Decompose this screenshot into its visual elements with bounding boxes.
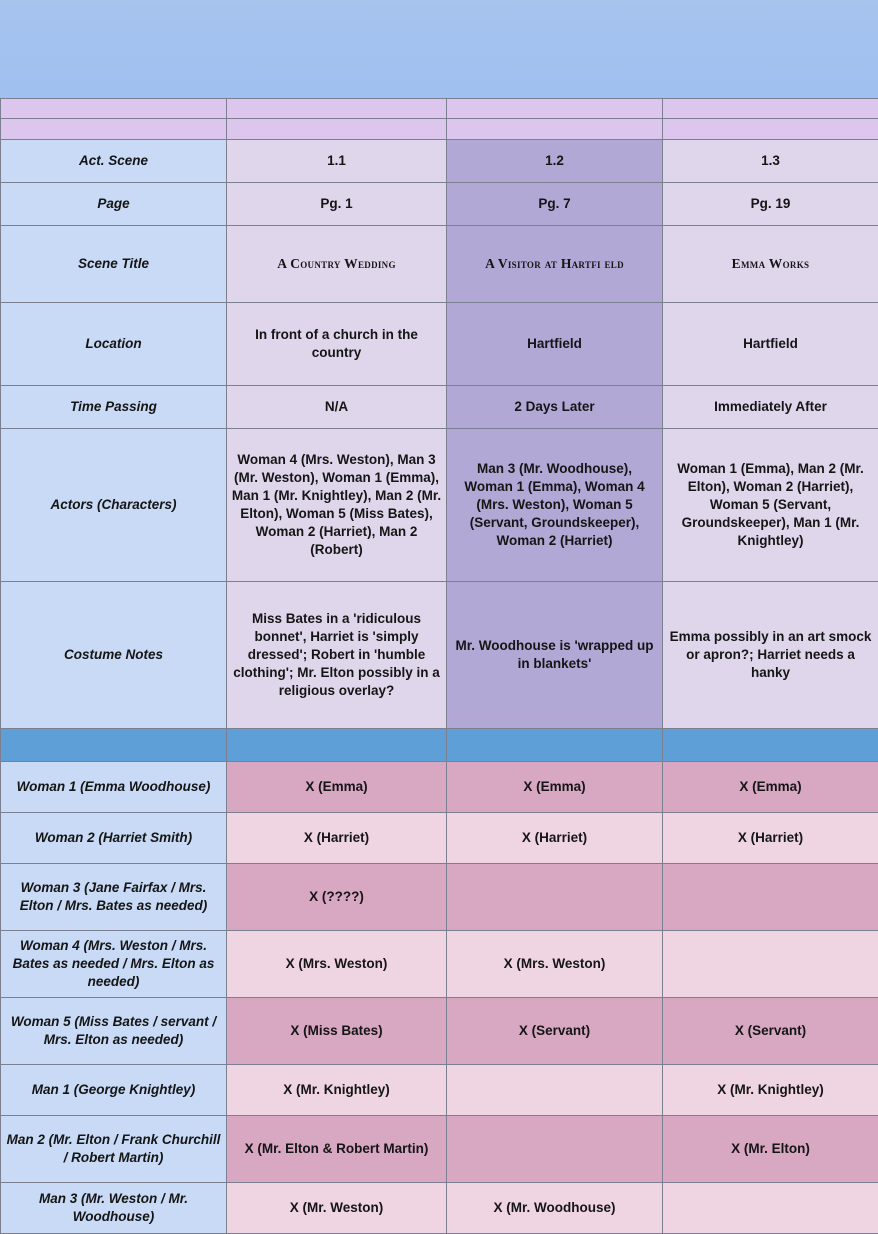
scene-act-number: 1.1 [227,140,447,183]
cast-cell: X (Harriet) [447,813,663,864]
scene-time: 2 Days Later [447,386,663,429]
cast-cell: X (Miss Bates) [227,998,447,1065]
cast-cell [663,931,878,998]
scene-title-row [1,226,878,303]
cast-row [1,1065,878,1116]
divider-cell [1,729,227,762]
blank-row [1,119,878,140]
actor-name: Woman 3 (Jane Fairfax / Mrs. Elton / Mrs. Bates as needed) [1,864,227,931]
cast-cell: X (Mr. Elton & Robert Martin) [227,1116,447,1183]
blank-cell [227,99,447,119]
cast-row [1,998,878,1065]
scene-page: Pg. 19 [663,183,878,226]
scene-costume: Mr. Woodhouse is 'wrapped up in blankets' [447,582,663,729]
cast-cell [447,1065,663,1116]
scene-title: A Visitor at Hartfi eld [447,226,663,303]
actor-name: Woman 2 (Harriet Smith) [1,813,227,864]
scene-location: Hartfield [447,303,663,386]
scene-title: Emma Works [663,226,878,303]
act-scene-label: Act. Scene [1,140,227,183]
actor-name: Man 3 (Mr. Weston / Mr. Woodhouse) [1,1183,227,1234]
cast-cell: X (????) [227,864,447,931]
actors-label: Actors (Characters) [1,429,227,582]
scene-page: Pg. 7 [447,183,663,226]
divider-cell [663,729,878,762]
cast-cell [663,864,878,931]
scene-time: N/A [227,386,447,429]
divider-cell [447,729,663,762]
cast-row [1,931,878,998]
cast-row [1,864,878,931]
scene-act-number: 1.2 [447,140,663,183]
scene-page: Pg. 1 [227,183,447,226]
actors-row [1,429,878,582]
cast-cell [663,1183,878,1234]
actor-name: Woman 4 (Mrs. Weston / Mrs. Bates as needed / Mrs. Elton as needed) [1,931,227,998]
blank-cell [1,99,227,119]
blank-cell [663,119,878,140]
scene-actors: Woman 1 (Emma), Man 2 (Mr. Elton), Woman 2 (Harriet), Woman 5 (Servant, Groundskeeper), Man 1 (Mr. Knightley) [663,429,878,582]
blank-cell [1,119,227,140]
cast-cell: X (Servant) [447,998,663,1065]
blank-row [1,99,878,119]
act-scene-row [1,140,878,183]
cast-cell [447,864,663,931]
cast-row [1,1116,878,1183]
cast-row [1,762,878,813]
cast-cell: X (Emma) [663,762,878,813]
actor-name: Woman 1 (Emma Woodhouse) [1,762,227,813]
scene-act-number: 1.3 [663,140,878,183]
top-banner [0,0,878,98]
cast-cell: X (Mr. Knightley) [227,1065,447,1116]
scene-breakdown-table [0,98,878,1234]
divider-cell [227,729,447,762]
scene-location: In front of a church in the country [227,303,447,386]
scene-title: A Country Wedding [227,226,447,303]
costume-label: Costume Notes [1,582,227,729]
cast-row [1,813,878,864]
cast-cell: X (Mr. Woodhouse) [447,1183,663,1234]
location-row [1,303,878,386]
cast-cell: X (Emma) [227,762,447,813]
cast-cell: X (Emma) [447,762,663,813]
scene-location: Hartfield [663,303,878,386]
blank-cell [447,99,663,119]
cast-cell: X (Harriet) [227,813,447,864]
blank-cell [663,99,878,119]
cast-cell [447,1116,663,1183]
cast-cell: X (Servant) [663,998,878,1065]
cast-row [1,1183,878,1234]
cast-cell: X (Mrs. Weston) [227,931,447,998]
cast-cell: X (Mr. Weston) [227,1183,447,1234]
costume-row [1,582,878,729]
cast-cell: X (Harriet) [663,813,878,864]
page-label: Page [1,183,227,226]
scene-time: Immediately After [663,386,878,429]
time-passing-row [1,386,878,429]
cast-cell: X (Mr. Knightley) [663,1065,878,1116]
actor-name: Woman 5 (Miss Bates / servant / Mrs. Elton as needed) [1,998,227,1065]
scene-costume: Miss Bates in a 'ridiculous bonnet', Harriet is 'simply dressed'; Robert in 'humble clothing'; Mr. Elton possibly in a religious overlay? [227,582,447,729]
location-label: Location [1,303,227,386]
scene-costume: Emma possibly in an art smock or apron?; Harriet needs a hanky [663,582,878,729]
blank-cell [227,119,447,140]
cast-cell: X (Mrs. Weston) [447,931,663,998]
scene-actors: Woman 4 (Mrs. Weston), Man 3 (Mr. Weston), Woman 1 (Emma), Man 1 (Mr. Knightley), Man 2 (Mr. Elton), Woman 5 (Miss Bates), Woman 2 (Harriet), Man 2 (Robert) [227,429,447,582]
page-row [1,183,878,226]
time-passing-label: Time Passing [1,386,227,429]
cast-cell: X (Mr. Elton) [663,1116,878,1183]
section-divider [1,729,878,762]
actor-name: Man 1 (George Knightley) [1,1065,227,1116]
actor-name: Man 2 (Mr. Elton / Frank Churchill / Robert Martin) [1,1116,227,1183]
scene-title-label: Scene Title [1,226,227,303]
scene-actors: Man 3 (Mr. Woodhouse), Woman 1 (Emma), Woman 4 (Mrs. Weston), Woman 5 (Servant, Groundskeeper), Woman 2 (Harriet) [447,429,663,582]
blank-cell [447,119,663,140]
